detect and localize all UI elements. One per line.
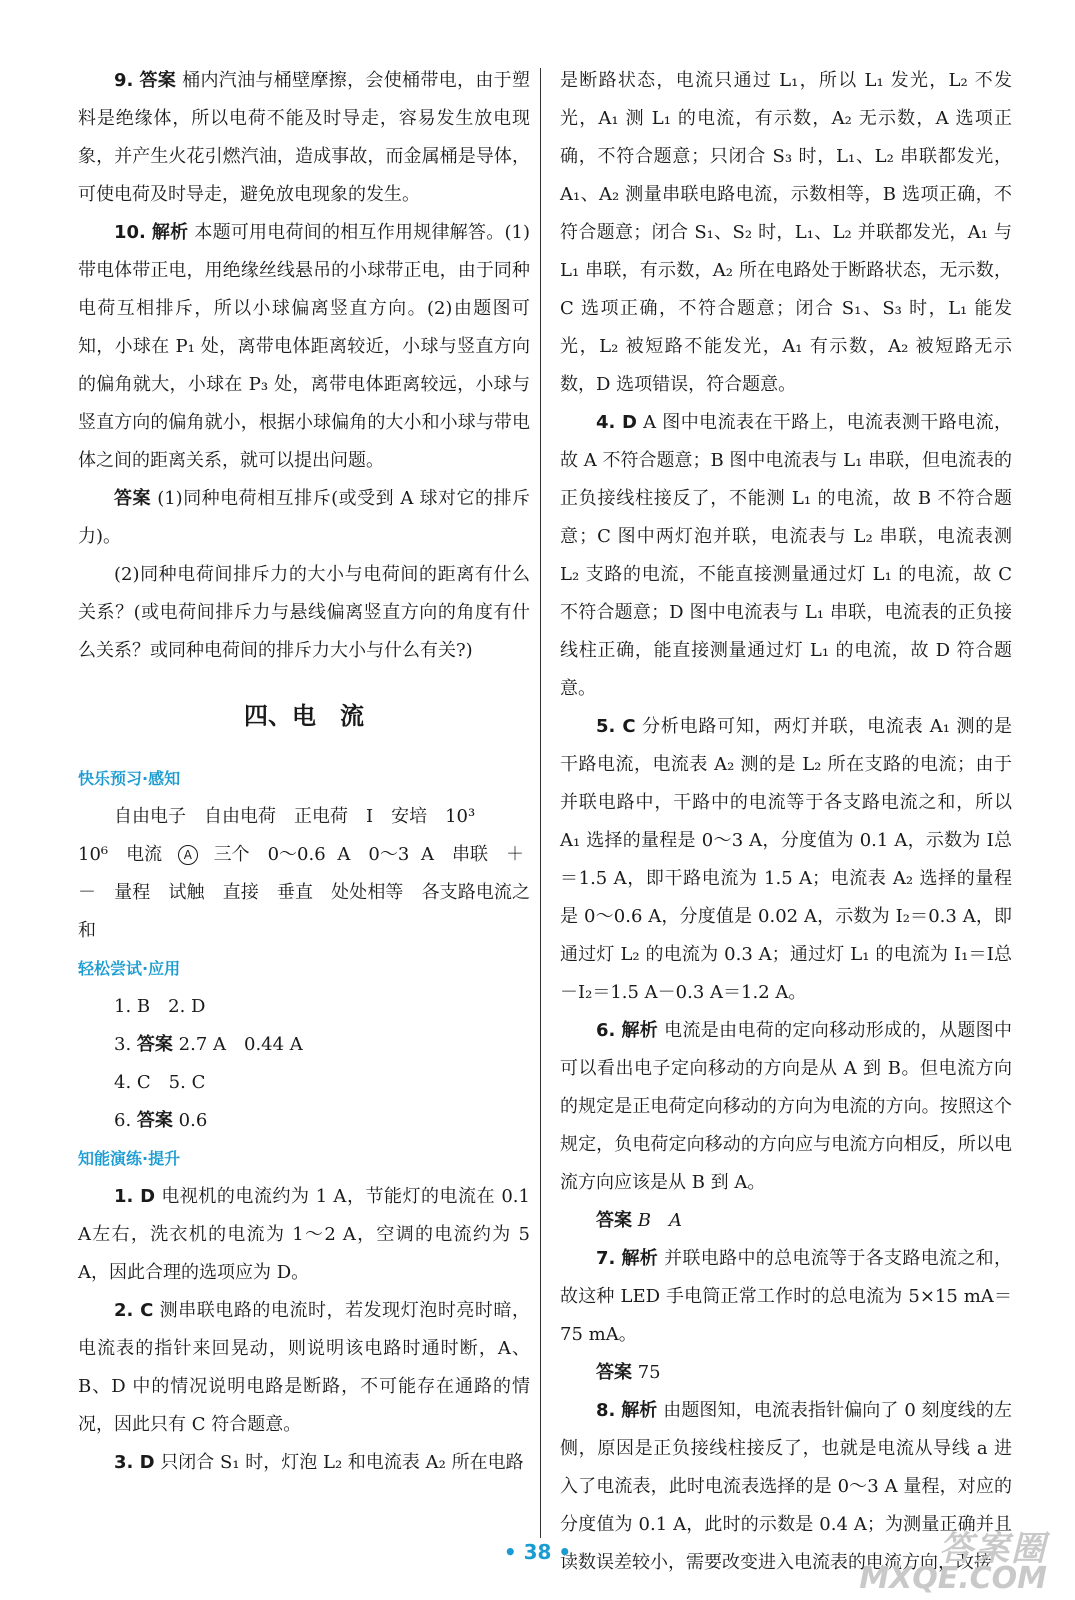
k3-number: 3. D xyxy=(114,1452,155,1473)
try-3-number: 3. xyxy=(114,1034,132,1055)
k7-answer-tag: 答案 xyxy=(596,1362,632,1383)
left-column xyxy=(78,62,530,1482)
try-1: 1. B 2. D xyxy=(114,996,206,1017)
k4-text: A 图中电流表在干路上，电流表测干路电流，故 A 不符合题意；B 图中电流表与 L₁ 串联，但电流表的正负接线柱接反了，不能测 L₁ 的电流，故 B 不符合题意；C 图中两灯泡并联，电流表与 L₂ 串联，电流表测 L₂ 支路的电流，不能直接测量通过灯 L₁ 的电流，故 C 不符合题意；D 图中电流表与 L₁ 串联，电流表的正负接线柱正确，能直接测量通过灯 L₁ 的电流，故 D 符合题意。 xyxy=(560,412,1013,699)
k7-answer-text: 75 xyxy=(637,1362,661,1383)
try-3 xyxy=(78,1026,530,1064)
fill-line-b2: 三个 0～0.6 A 0～3 A 串联 ＋ xyxy=(213,844,525,865)
category-preview: 快乐预习·感知 xyxy=(78,769,181,788)
k6-answer-text: B A xyxy=(637,1210,682,1231)
k8-tag: 解析 xyxy=(621,1400,658,1421)
k2-text: 测串联电路的电流时，若发现灯泡时亮时暗，电流表的指针来回晃动，则说明该电路时通时断，A、B、D 中的情况说明电路是断路，不可能存在通路的情况，因此只有 C 符合题意。 xyxy=(78,1300,530,1435)
try-6-text: 0.6 xyxy=(178,1110,208,1131)
k6-answer xyxy=(560,1202,1012,1240)
try-3-text: 2.7 A 0.44 A xyxy=(178,1034,303,1055)
q10-text: 本题可用电荷间的相互作用规律解答。(1)带电体带正电，用绝缘丝线悬吊的小球带正电，由于同种电荷互相排斥，所以小球偏离竖直方向。(2)由题图可知，小球在 P₁ 处，离带电体距离较近，小球与竖直方向的偏角就大，小球在 P₃ 处，离带电体距离较远，小球与竖直方向的偏角就小，根据小球偏角的大小和小球与带电体之间的距离关系，就可以提出问题。 xyxy=(78,222,530,471)
try-4: 4. C 5. C xyxy=(114,1072,206,1093)
try-6-tag: 答案 xyxy=(136,1110,173,1131)
k1-text: 电视机的电流约为 1 A，节能灯的电流在 0.1 A左右，洗衣机的电流为 1～2 A，空调的电流约为 5 A，因此合理的选项应为 D。 xyxy=(78,1186,530,1283)
k8-text: 由题图知，电流表指针偏向了 0 刻度线的左侧，原因是正负接线柱接反了，也就是电流从导线 a 进入了电流表，此时电流表选择的是 0～3 A 量程，对应的分度值为 0.1 A，此时的示数是 0.4 A；为测量正确并且读数误差较小，需要改变进入电流表的电流方向，改接 xyxy=(560,1400,1012,1573)
k7-paragraph xyxy=(560,1240,1012,1354)
k1-number: 1. D xyxy=(114,1186,156,1207)
k6-text: 电流是由电荷的定向移动形成的，从题图中可以看出电子定向移动的方向是从 A 到 B。但电流方向的规定是正电荷定向移动的方向为电流的方向。按照这个规定，负电荷定向移动的方向应与电流方向相反，所以电流方向应该是从 B 到 A。 xyxy=(560,1020,1013,1193)
k7-number: 7. xyxy=(596,1248,616,1269)
k2-number: 2. C xyxy=(114,1300,154,1321)
watermark-line2: MXQE.COM xyxy=(859,1561,1047,1596)
q9-tag: 答案 xyxy=(139,70,177,91)
fill-line-b xyxy=(78,836,530,874)
fill-line-c: － 量程 试触 直接 垂直 处处相等 各支路电流之和 xyxy=(78,882,530,941)
k1-paragraph xyxy=(78,1178,530,1292)
watermark-line1: 答案圈 xyxy=(939,1529,1047,1569)
q10-tag: 解析 xyxy=(151,222,189,243)
column-divider xyxy=(540,68,541,1538)
k3-continued: 是断路状态，电流只通过 L₁，所以 L₁ 发光，L₂ 不发光，A₁ 测 L₁ 的电流，有示数，A₂ 无示数，A 选项正确，不符合题意；只闭合 S₃ 时，L₁、L₂ 串联都发光，A₁、A₂ 测量串联电路电流，示数相等，B 选项正确，不符合题意；闭合 S₁、S₂ 时，L₁、L₂ 并联都发光，A₁ 与 L₁ 串联，有示数，A₂ 所在电路处于断路状态，无示数，C 选项正确，不符合题意；闭合 S₁、S₃ 时，L₁ 能发光，L₂ 被短路不能发光，A₁ 有示数，A₂ 被短路无示数，D 选项错误，符合题意。 xyxy=(560,70,1012,395)
k6-number: 6. xyxy=(596,1020,616,1041)
q10-answer-text: (1)同种电荷相互排斥(或受到 A 球对它的排斥力)。 xyxy=(78,488,530,547)
q10-paragraph xyxy=(78,214,530,480)
watermark-logo xyxy=(859,1529,1047,1596)
q10-number: 10. xyxy=(114,222,146,243)
k7-tag: 解析 xyxy=(621,1248,659,1269)
fill-line-a: 自由电子 自由电荷 正电荷 I 安培 10³ xyxy=(114,806,476,827)
k6-paragraph xyxy=(560,1012,1012,1202)
k3-text: 只闭合 S₁ 时，灯泡 L₂ 和电流表 A₂ 所在电路 xyxy=(160,1452,524,1473)
q10-answer-tag: 答案 xyxy=(114,488,151,509)
try-6-number: 6. xyxy=(114,1110,132,1131)
try-6 xyxy=(78,1102,530,1140)
k5-number: 5. C xyxy=(596,716,636,737)
right-column xyxy=(560,62,1012,1582)
k4-number: 4. D xyxy=(596,412,637,433)
q9-number: 9. xyxy=(114,70,134,91)
k7-text: 并联电路中的总电流等于各支路电流之和，故这种 LED 手电筒正常工作时的总电流为 5×15 mA＝75 mA。 xyxy=(560,1248,1013,1345)
k3-paragraph xyxy=(78,1444,530,1482)
ammeter-symbol-icon: A xyxy=(178,845,198,865)
k7-answer xyxy=(560,1354,1012,1392)
try-3-tag: 答案 xyxy=(136,1034,173,1055)
q9-paragraph xyxy=(78,62,530,214)
k6-tag: 解析 xyxy=(621,1020,659,1041)
k2-paragraph xyxy=(78,1292,530,1444)
page-number: • 38 • xyxy=(503,1540,572,1564)
k8-number: 8. xyxy=(596,1400,616,1421)
q9-text: 桶内汽油与桶壁摩擦，会使桶带电，由于塑料是绝缘体，所以电荷不能及时导走，容易发生放电现象，并产生火花引燃汽油，造成事故，而金属桶是导体，可使电荷及时导走，避免放电现象的发生。 xyxy=(78,70,531,205)
section-title: 四、电 流 xyxy=(244,702,364,730)
k5-text: 分析电路可知，两灯并联，电流表 A₁ 测的是干路电流，电流表 A₂ 测的是 L₂ 所在支路的电流；由于并联电路中，干路中的电流等于各支路电流之和，所以 A₁ 选择的量程是 0～3 A，分度值为 0.1 A，示数为 I总＝1.5 A，即干路电流为 1.5 A；电流表 A₂ 选择的量程是 0～0.6 A，分度值是 0.02 A，示数为 I₂＝0.3 A，即通过灯 L₂ 的电流为 0.3 A；通过灯 L₁ 的电流为 I₁＝I总－I₂＝1.5 A－0.3 A＝1.2 A。 xyxy=(560,716,1012,1003)
category-try: 轻松尝试·应用 xyxy=(78,959,181,978)
q10-answer xyxy=(78,480,530,556)
q10-answer-2: (2)同种电荷间排斥力的大小与电荷间的距离有什么关系？(或电荷间排斥力与悬线偏离竖直方向的角度有什么关系？或同种电荷间的排斥力大小与什么有关?) xyxy=(78,564,530,661)
k4-paragraph xyxy=(560,404,1012,708)
k6-answer-tag: 答案 xyxy=(596,1210,632,1231)
category-improve: 知能演练·提升 xyxy=(78,1149,181,1168)
k5-paragraph xyxy=(560,708,1012,1012)
fill-line-b1: 10⁶ 电流 xyxy=(78,844,163,865)
